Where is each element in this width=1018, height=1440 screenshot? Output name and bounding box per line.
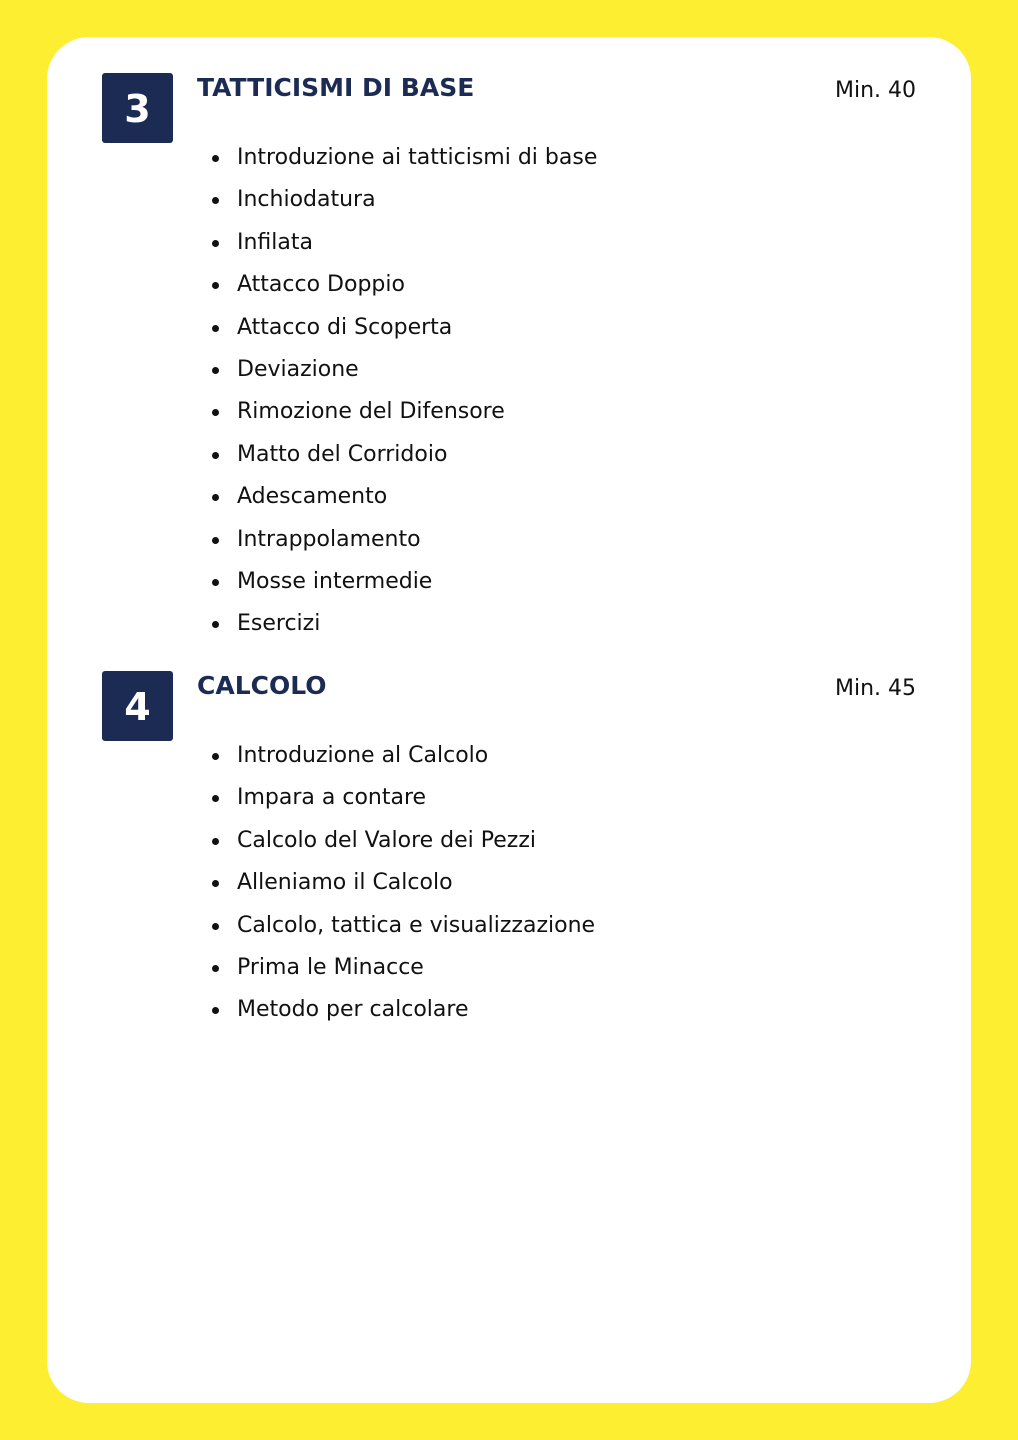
bullet-icon	[212, 240, 219, 247]
topic-label: Deviazione	[237, 356, 359, 382]
module-duration: Min. 40	[834, 78, 916, 103]
module-duration: Min. 45	[834, 676, 916, 701]
bullet-icon	[212, 494, 219, 501]
topic-item	[206, 476, 597, 518]
topic-label: Attacco di Scoperta	[237, 314, 453, 340]
topic-label: Infilata	[237, 229, 313, 255]
topic-item	[206, 735, 595, 777]
topic-label: Introduzione al Calcolo	[237, 743, 489, 768]
bullet-icon	[212, 621, 219, 628]
bullet-icon	[212, 838, 219, 845]
topic-item	[206, 391, 597, 433]
topic-label: Rimozione del Difensore	[237, 399, 505, 425]
module-title: CALCOLO	[197, 671, 327, 700]
bullet-icon	[212, 965, 219, 972]
module-number-badge: 4	[102, 671, 173, 741]
bullet-icon	[212, 367, 219, 374]
topic-label: Adescamento	[237, 484, 388, 510]
topic-item	[206, 137, 597, 179]
topic-item	[206, 349, 597, 391]
bullet-icon	[212, 155, 219, 162]
topic-label: Esercizi	[237, 611, 321, 637]
topic-label: Inchiodatura	[237, 187, 376, 213]
topic-label: Mosse intermedie	[237, 568, 433, 594]
topic-label: Alleniamo il Calcolo	[237, 870, 453, 896]
topic-item	[206, 905, 595, 947]
topic-item	[206, 434, 597, 476]
topic-list	[206, 137, 597, 646]
bullet-icon	[212, 880, 219, 887]
topic-label: Intrappolamento	[237, 526, 421, 552]
topic-item	[206, 179, 597, 221]
topic-label: Metodo per calcolare	[237, 997, 469, 1023]
topic-item	[206, 820, 595, 862]
topic-list	[206, 735, 595, 1032]
topic-item	[206, 777, 595, 819]
topic-label: Calcolo, tattica e visualizzazione	[237, 912, 596, 938]
bullet-icon	[212, 325, 219, 332]
topic-item	[206, 862, 595, 904]
bullet-icon	[212, 795, 219, 802]
bullet-icon	[212, 923, 219, 930]
topic-item	[206, 264, 597, 306]
module-number-badge: 3	[102, 73, 173, 143]
bullet-icon	[212, 753, 219, 760]
topic-item	[206, 222, 597, 264]
bullet-icon	[212, 409, 219, 416]
bullet-icon	[212, 537, 219, 544]
topic-label: Attacco Doppio	[237, 272, 405, 298]
bullet-icon	[212, 579, 219, 586]
topic-item	[206, 947, 595, 989]
topic-label: Calcolo del Valore dei Pezzi	[237, 827, 536, 853]
content-card	[47, 37, 971, 1403]
topic-item	[206, 519, 597, 561]
topic-label: Introduzione ai tatticismi di base	[237, 145, 598, 170]
bullet-icon	[212, 197, 219, 204]
topic-item	[206, 603, 597, 645]
topic-label: Prima le Minacce	[237, 954, 424, 980]
topic-label: Matto del Corridoio	[237, 441, 448, 467]
topic-item	[206, 989, 595, 1031]
topic-item	[206, 307, 597, 349]
bullet-icon	[212, 1007, 219, 1014]
bullet-icon	[212, 452, 219, 459]
topic-item	[206, 561, 597, 603]
module-title: TATTICISMI DI BASE	[197, 73, 475, 102]
topic-label: Impara a contare	[237, 785, 427, 811]
bullet-icon	[212, 282, 219, 289]
